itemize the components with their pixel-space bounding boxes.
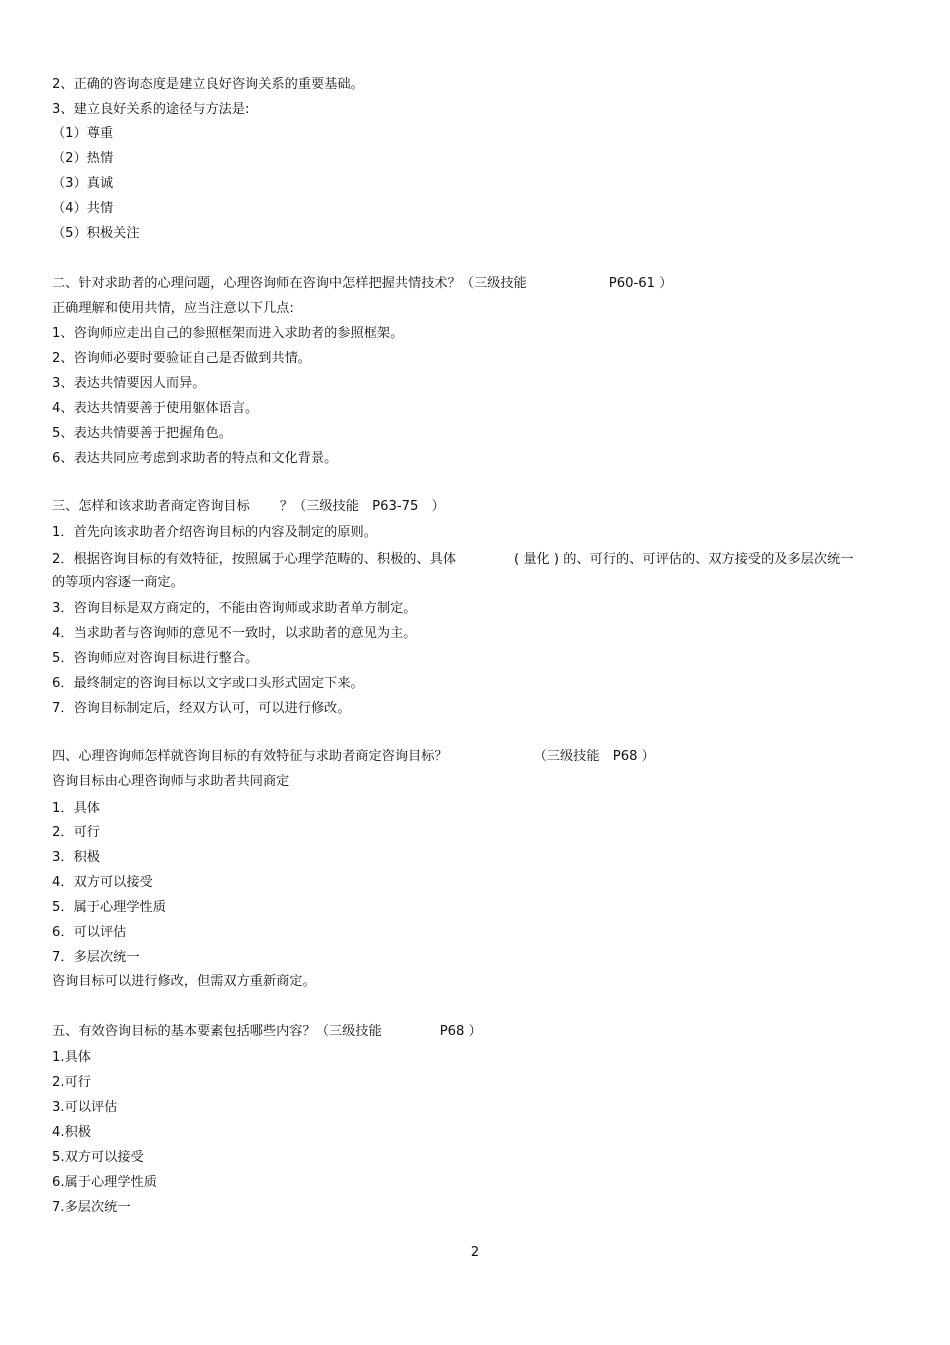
s1-item: （2）热情 [52, 151, 114, 166]
s4-item: 1．具体 [52, 801, 100, 816]
s3-item: 7．咨询目标制定后，经双方认可，可以进行修改。 [52, 701, 351, 716]
s4-title: 四、心理咨询师怎样就咨询目标的有效特征与求助者商定咨询目标？ [52, 749, 448, 764]
s5-item: 7.多层次统一 [52, 1200, 131, 1215]
s1-item: （1）尊重 [52, 126, 114, 141]
s3-item-2-part-b: ( 量化 ) 的、可行的、可评估的、双方接受的及多层次统一的等项内容逐一商定。 [52, 552, 854, 590]
s4-item: 3．积极 [52, 850, 100, 865]
s2-ref: P60-61 ） [608, 276, 673, 291]
s5-title: 五、有效咨询目标的基本要素包括哪些内容？（三级技能 [52, 1024, 382, 1039]
s3-item-2-part-a: 2．根据咨询目标的有效特征，按照属于心理学范畴的、积极的、具体 [52, 552, 457, 567]
s2-item: 6、表达共同应考虑到求助者的特点和文化背景。 [52, 451, 338, 466]
s5-item: 5.双方可以接受 [52, 1150, 144, 1165]
s4-heading [52, 748, 655, 766]
s4-outro: 咨询目标可以进行修改，但需双方重新商定。 [52, 974, 316, 989]
s3-ref: ？（三级技能 P63-75 ） [279, 499, 445, 514]
s5-ref: P68 ） [439, 1024, 482, 1039]
s2-item: 2、咨询师必要时要验证自己是否做到共情。 [52, 351, 311, 366]
s1-item: （3）真诚 [52, 176, 114, 191]
s2-intro: 正确理解和使用共情，应当注意以下几点: [52, 301, 294, 316]
s5-heading [52, 1023, 482, 1041]
s3-item: 5．咨询师应对咨询目标进行整合。 [52, 651, 259, 666]
s4-item: 4．双方可以接受 [52, 875, 153, 890]
s2-item: 3、表达共情要因人而异。 [52, 376, 206, 391]
s1-line-2: 2、正确的咨询态度是建立良好咨询关系的重要基础。 [52, 77, 364, 92]
s4-intro: 咨询目标由心理咨询师与求助者共同商定 [52, 774, 290, 789]
s3-item: 3．咨询目标是双方商定的，不能由咨询师或求助者单方制定。 [52, 601, 417, 616]
s3-item: 4．当求助者与咨询师的意见不一致时，以求助者的意见为主。 [52, 626, 417, 641]
s2-item: 4、表达共情要善于使用躯体语言。 [52, 401, 259, 416]
s1-line-3: 3、建立良好关系的途径与方法是: [52, 102, 250, 117]
s5-item: 1.具体 [52, 1050, 91, 1065]
s5-item: 4.积极 [52, 1125, 91, 1140]
s4-item: 6．可以评估 [52, 925, 127, 940]
s3-item: 6．最终制定的咨询目标以文字或口头形式固定下来。 [52, 676, 364, 691]
s1-item: （5）积极关注 [52, 226, 140, 241]
s4-item: 2．可行 [52, 825, 100, 840]
page-number: 2 [470, 1245, 480, 1260]
s3-title: 三、怎样和该求助者商定咨询目标 [52, 499, 250, 514]
s3-item-2 [52, 548, 864, 594]
s4-item: 5．属于心理学性质 [52, 900, 166, 915]
s5-item: 2.可行 [52, 1075, 91, 1090]
s3-item: 1．首先向该求助者介绍咨询目标的内容及制定的原则。 [52, 525, 377, 540]
s4-item: 7．多层次统一 [52, 950, 140, 965]
s4-ref: （三级技能 P68 ） [533, 749, 655, 764]
s2-item: 5、表达共情要善于把握角色。 [52, 426, 232, 441]
s2-heading [52, 275, 672, 293]
s5-item: 6.属于心理学性质 [52, 1175, 157, 1190]
s2-title: 二、针对求助者的心理问题，心理咨询师在咨询中怎样把握共情技术？（三级技能 [52, 276, 527, 291]
s2-item: 1、咨询师应走出自己的参照框架而进入求助者的参照框架。 [52, 326, 404, 341]
s1-item: （4）共情 [52, 201, 114, 216]
s3-heading [52, 498, 445, 516]
s5-item: 3.可以评估 [52, 1100, 118, 1115]
